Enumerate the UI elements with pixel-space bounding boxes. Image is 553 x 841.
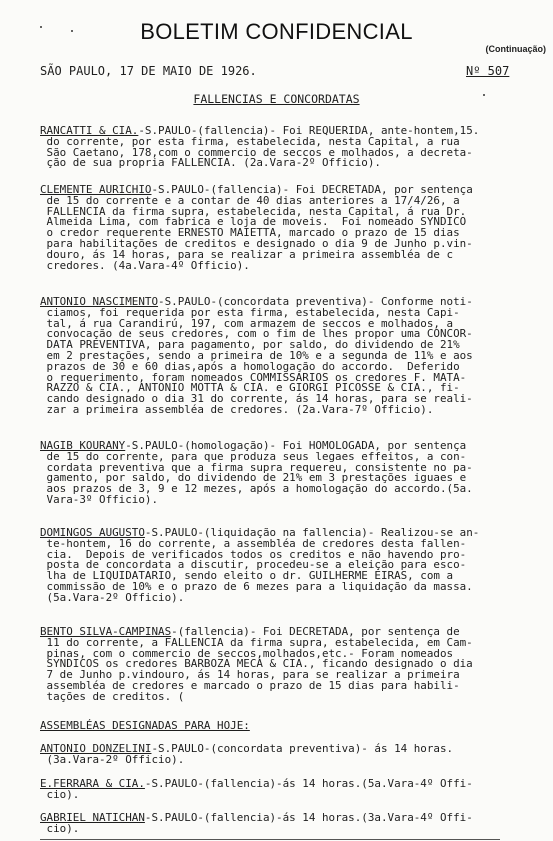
entry-text: -(fallencia)- Foi DECRETADA, por sentença de <box>171 625 460 638</box>
entry-text: lha de LIQUIDATARIO, sendo eleito o dr. GUILHERME EIRAS, com a <box>40 569 454 583</box>
entry-first-line <box>40 813 545 824</box>
entry-text: -S.PAULO-(liquidação na fallencia)- Realizou-se an- <box>144 526 480 539</box>
entry-text: de 15 do corrente, para que produza seus legaes effeitos, a con- <box>40 449 467 463</box>
entry-text: SYNDICOS os credores BARBOZA MECA & CIA., ficando designado o dia <box>40 657 473 671</box>
entry-text: o requerimento, foram nomeados COMMISSARIOS os credores F. MATA- <box>40 370 467 384</box>
entry-text: cando designado o dia 31 do corrente, ás 14 horas, para se reali- <box>40 392 473 406</box>
bulletin-number: Nº 507 <box>466 64 510 78</box>
entry-text: -S.PAULO-(concordata preventiva)- ás 14 horas. <box>151 742 454 755</box>
entry-nagib-kourany <box>40 441 545 506</box>
ink-speck <box>483 94 485 96</box>
bottom-rule <box>40 839 500 840</box>
assemblies-heading-text: ASSEMBLÉAS DESIGNADAS PARA HOJE: <box>40 719 250 732</box>
entry-firm-name: DOMINGOS AUGUSTO <box>40 526 145 539</box>
entry-text: cia. Depois de verificados todos os creditos e não havendo pro- <box>40 547 467 561</box>
entry-text: ção de sua propria FALLENCIA. (2a.Vara-2º Officio). <box>40 156 381 170</box>
entry-text: cio). <box>40 821 80 835</box>
entry-text: -S.PAULO-(fallencia)-ás 14 horas.(5a.Vara-4º Offi- <box>144 777 473 790</box>
entry-text: Vara-3º Officio). <box>40 492 159 506</box>
entry-text: -S.PAULO-(concordata preventiva)- Conforme noti- <box>158 295 473 308</box>
entry-text: assembléa de credores e marcado o prazo de 15 dias para habili- <box>40 678 460 692</box>
dateline: SÃO PAULO, 17 DE MAIO DE 1926. <box>40 64 257 78</box>
entry-text: ciamos, foi requerida por esta firma, estabelecida, nesta Capi- <box>40 305 460 319</box>
entry-text: do corrente, por esta firma, estabelecida, nesta Capital, a rua <box>40 134 460 148</box>
entry-firm-name: ANTONIO DONZELINI <box>40 742 152 755</box>
entry-clemente-aurichio <box>40 185 545 271</box>
assembly-item-donzelini <box>40 744 545 766</box>
entry-rancatti <box>40 126 545 169</box>
entry-text: tações de creditos. ( <box>40 689 185 703</box>
entry-text: DATA PREVENTIVA, para pagamento, por saldo, do dividendo de 21% <box>40 338 460 352</box>
ink-speck <box>71 30 73 32</box>
entry-bento-silva <box>40 627 545 703</box>
entry-text: (3a.Vara-2º Officio). <box>40 752 185 766</box>
entry-text: cio). <box>40 787 80 801</box>
entry-firm-name: BENTO SILVA-CAMPINAS <box>40 625 172 638</box>
entry-text: cordata preventiva que a firma supra requereu, consistente no pa- <box>40 460 473 474</box>
entry-text: São Caetano, 178,com o commercio de seccos e molhados, a decreta- <box>40 145 473 159</box>
entry-text: pinas, com o commercio de seccos,molhados,etc.- Foram nomeados <box>40 646 454 660</box>
entry-antonio-nascimento <box>40 297 545 416</box>
section-heading: FALLENCIAS E CONCORDATAS <box>193 92 360 106</box>
ink-speck <box>40 26 42 28</box>
entry-text: zar a primeira assembléa de credores. (2a.Vara-7º Officio). <box>40 402 434 416</box>
entry-firm-name: GABRIEL NATICHAN <box>40 811 145 824</box>
entry-text: commissão de 10% e o prazo de 6 mezes para a liquidação da massa. <box>40 579 473 593</box>
entry-text: te-hontem, 16 do corrente, a assembléa de credores desta fallen- <box>40 536 467 550</box>
continuation-label: (Continuação) <box>485 44 546 54</box>
entry-firm-name: RANCATTI & CIA. <box>40 124 139 137</box>
entry-text: para habilitações de creditos e designado o dia 9 de Junho p.vin- <box>40 236 473 250</box>
entry-text: gamento, por saldo, do dividendo de 21% em 3 prestações iguaes e <box>40 471 467 485</box>
entry-text: FALLENCIA da firma supra, estabelecida, nesta Capital, á rua Dr. <box>40 204 467 218</box>
assembly-item-ferrara <box>40 779 545 801</box>
entry-text: posta de concordata a discutir, procedeu-se a eleição para esco- <box>40 558 467 572</box>
entry-first-line <box>40 779 545 790</box>
entry-firm-name: NAGIB KOURANY <box>40 439 126 452</box>
entry-text: douro, ás 14 horas, para se realizar a primeira assembléa de c <box>40 247 454 261</box>
entry-firm-name: ANTONIO NASCIMENTO <box>40 295 159 308</box>
entry-text: em 2 prestações, sendo a primeira de 10% e a segunda de 11% e aos <box>40 348 473 362</box>
entry-text: -S.PAULO-(fallencia)- Foi DECRETADA, por sentença <box>151 183 473 196</box>
entry-text: -S.PAULO-(fallencia)-ás 14 horas.(3a.Vara-4º Offi- <box>144 811 473 824</box>
entry-text: credores. (4a.Vara-4º Officio). <box>40 258 250 272</box>
entry-text: aos prazos de 3, 9 e 12 mezes, após a homologação do accordo.(5a. <box>40 482 473 496</box>
entry-text: 11 do corrente, a FALLENCIA da firma supra, estabelecida, em Cam- <box>40 635 473 649</box>
entry-text: de 15 do corrente e a contar de 40 dias anteriores a 17/4/26, a <box>40 193 460 207</box>
entry-firm-name: CLEMENTE AURICHIO <box>40 183 152 196</box>
entry-domingos-augusto <box>40 528 545 604</box>
entry-text: -S.PAULO-(homologação)- Foi HOMOLOGADA, por sentença <box>125 439 467 452</box>
assembly-item-natichan <box>40 813 545 835</box>
entry-text: Almeida Lima, com fabrica e loja de moveis. Foi nomeado SYNDICO <box>40 215 467 229</box>
entry-text: tal, á rua Carandirú, 197, com armazem de seccos e molhados, a <box>40 316 454 330</box>
entry-text: prazos de 30 e 60 dias,após a homologação do accordo. Deferido <box>40 359 460 373</box>
bulletin-title: BOLETIM CONFIDENCIAL <box>140 19 413 44</box>
entry-text: (5a.Vara-2º Officio). <box>40 590 185 604</box>
assemblies-heading <box>40 721 545 732</box>
entry-text: convocação de seus credores, com o fim de lhes propor uma CONCOR- <box>40 327 473 341</box>
entry-text: 7 de Junho p.vindouro, ás 14 horas, para se realizar a primeira <box>40 668 460 682</box>
entry-text: -S.PAULO-(fallencia)- Foi REQUERIDA, ante-hontem,15. <box>138 124 480 137</box>
entry-firm-name: E.FERRARA & CIA. <box>40 777 145 790</box>
entry-text: RAZZO & CIA., ANTONIO MOTTA & CIA. e GIORGI PICOSSE & CIA., fi- <box>40 381 460 395</box>
entry-text: o credor requerente ERNESTO MAIETTA, marcado o prazo de 15 dias <box>40 226 460 240</box>
